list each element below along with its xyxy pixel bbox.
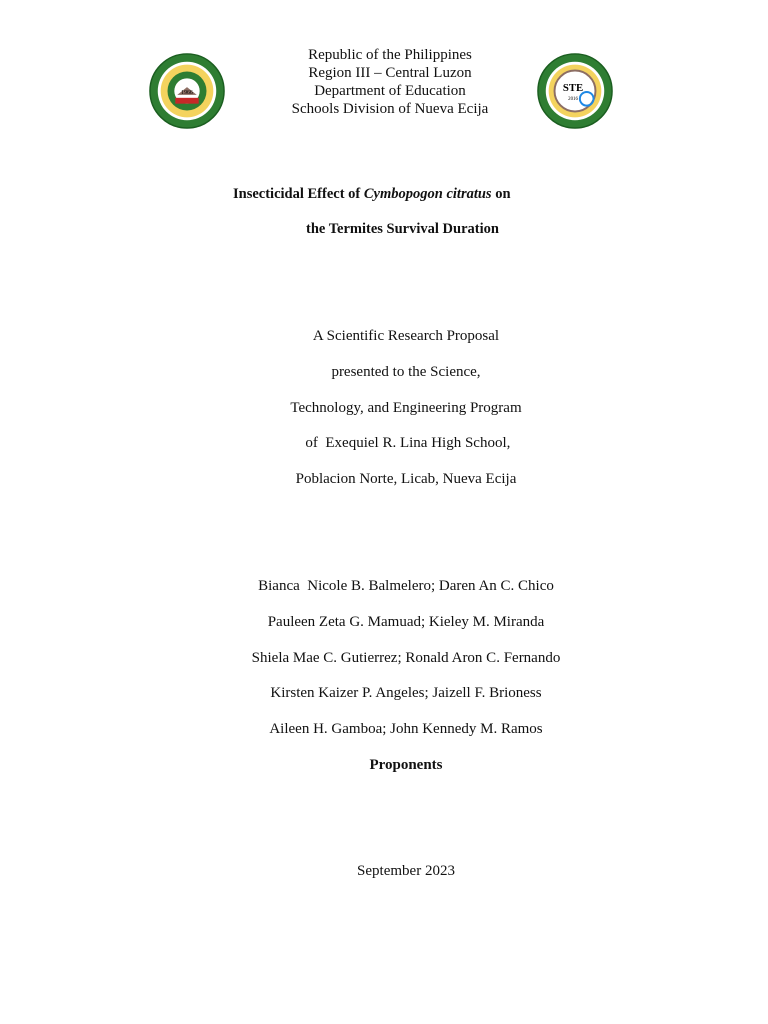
document-date: September 2023 [357, 863, 455, 879]
title-scientific-name: Cymbopogon citratus [363, 186, 492, 202]
proposal-line: presented to the Science, [331, 364, 481, 380]
proposal-line: Technology, and Engineering Program [290, 400, 522, 416]
seal-year: 2016 [568, 96, 578, 102]
header-line-division: Schools Division of Nueva Ecija [291, 101, 489, 117]
document-header [230, 46, 550, 118]
proponent-names-line: Shiela Mae C. Gutierrez; Ronald Aron C. Fernando [251, 650, 561, 666]
proposal-line: Poblacion Norte, Licab, Nueva Ecija [295, 471, 517, 487]
title-line-1 [233, 186, 511, 203]
proposal-line: of Exequiel R. Lina High School, [301, 435, 511, 451]
header-line-region: Region III – Central Luzon [308, 65, 472, 81]
proponents-label: Proponents [369, 757, 443, 773]
title-part-1: Insecticidal Effect of [233, 186, 364, 202]
title-line-2: the Termites Survival Duration [306, 221, 499, 237]
school-seal-logo [148, 52, 226, 130]
proposal-line: A Scientific Research Proposal [312, 328, 500, 344]
header-line-department: Department of Education [314, 83, 466, 99]
proponent-names-line: Aileen H. Gamboa; John Kennedy M. Ramos [269, 721, 543, 737]
seal-ste-text: STE [562, 82, 584, 94]
proponent-names-line: Kirsten Kaizer P. Angeles; Jaizell F. Brioness [270, 685, 542, 701]
proponent-names-line: Bianca Nicole B. Balmelero; Daren An C. Chico [258, 578, 554, 594]
seal-year: 1966 [181, 89, 193, 96]
title-part-2: on [491, 186, 511, 202]
header-line-republic: Republic of the Philippines [308, 47, 472, 63]
proponent-names-line: Pauleen Zeta G. Mamuad; Kieley M. Miranda [267, 614, 545, 630]
